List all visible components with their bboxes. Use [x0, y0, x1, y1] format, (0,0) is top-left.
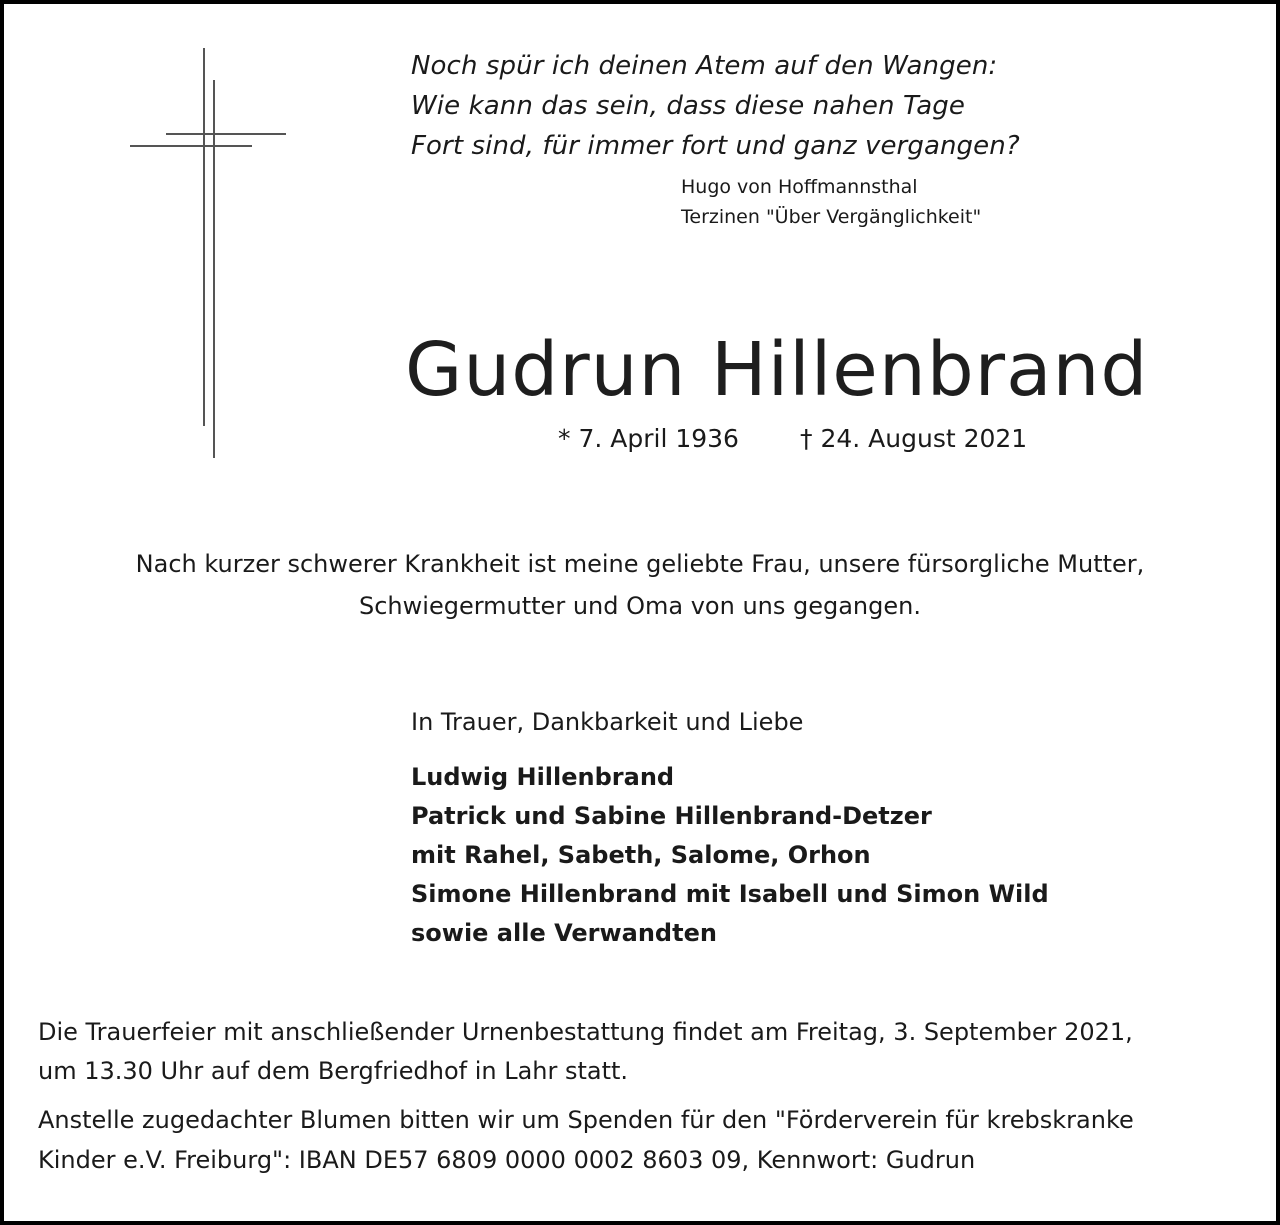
poem-line: Noch spür ich deinen Atem auf den Wangen:: [411, 51, 998, 81]
notice-line: Schwiegermutter und Oma von uns gegangen.: [359, 592, 921, 620]
poem-line: Wie kann das sein, dass diese nahen Tage: [411, 91, 965, 121]
mourner-name: Ludwig Hillenbrand: [411, 763, 675, 791]
birth-date: * 7. April 1936: [558, 424, 739, 453]
poem-line: Fort sind, für immer fort und ganz vergangen?: [411, 131, 1020, 161]
mourner-name: sowie alle Verwandten: [411, 919, 717, 947]
mourners-list: [411, 758, 1049, 953]
notice-line: Nach kurzer schwerer Krankheit ist meine geliebte Frau, unsere fürsorgliche Mutter,: [135, 550, 1145, 578]
mourner-name: Simone Hillenbrand mit Isabell und Simon Wild: [411, 880, 1049, 908]
ceremony-info: [38, 1013, 1133, 1091]
poem: [411, 46, 1020, 166]
mourning-intro: In Trauer, Dankbarkeit und Liebe: [411, 708, 804, 736]
deceased-name: Gudrun Hillenbrand: [405, 327, 1149, 413]
mourner-name: mit Rahel, Sabeth, Salome, Orhon: [411, 841, 871, 869]
donation-line: Kinder e.V. Freiburg": IBAN DE57 6809 0000 0002 8603 09, Kennwort: Gudrun: [38, 1146, 976, 1174]
mourner-name: Patrick und Sabine Hillenbrand-Detzer: [411, 802, 932, 830]
poem-attribution: [681, 172, 981, 232]
cross-icon: [128, 48, 288, 460]
death-date: † 24. August 2021: [800, 424, 1028, 453]
ceremony-line: um 13.30 Uhr auf dem Bergfriedhof in Lahr statt.: [38, 1057, 629, 1085]
death-notice: [0, 543, 1280, 627]
poem-author: Hugo von Hoffmannsthal: [681, 176, 918, 198]
poem-source: Terzinen "Über Vergänglichkeit": [681, 206, 982, 228]
donation-info: [38, 1100, 1134, 1180]
ceremony-line: Die Trauerfeier mit anschließender Urnenbestattung findet am Freitag, 3. September 2021,: [38, 1018, 1133, 1046]
donation-line: Anstelle zugedachter Blumen bitten wir um Spenden für den "Förderverein für krebskranke: [38, 1106, 1134, 1134]
